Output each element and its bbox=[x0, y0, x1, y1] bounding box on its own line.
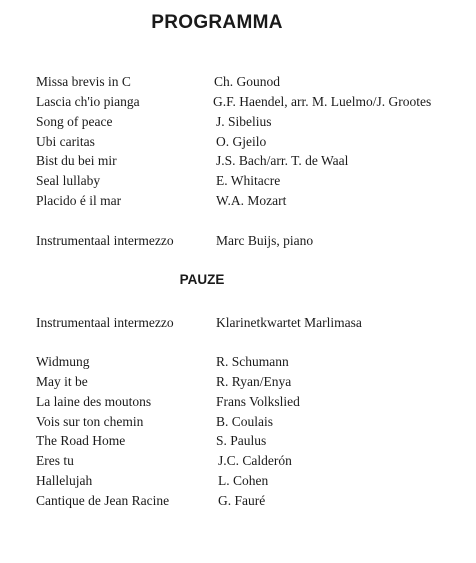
piece-title: Vois sur ton chemin bbox=[36, 414, 144, 429]
piece-title: Widmung bbox=[36, 354, 90, 369]
composer-name: G. Fauré bbox=[218, 493, 266, 508]
piece-title: May it be bbox=[36, 374, 88, 389]
page-title: PROGRAMMA bbox=[151, 12, 283, 33]
composer-name: J.S. Bach/arr. T. de Waal bbox=[216, 153, 349, 168]
composer-name: R. Schumann bbox=[216, 354, 289, 369]
composer-name: R. Ryan/Enya bbox=[216, 374, 292, 389]
composer-name: S. Paulus bbox=[216, 433, 267, 448]
piece-title: Ubi caritas bbox=[36, 134, 95, 149]
composer-name: J. Sibelius bbox=[216, 114, 272, 129]
piece-title: Bist du bei mir bbox=[36, 153, 117, 168]
composer-name: B. Coulais bbox=[216, 414, 274, 429]
piece-title: Missa brevis in C bbox=[36, 74, 131, 89]
piece-title: Cantique de Jean Racine bbox=[36, 493, 170, 508]
piece-title: Instrumentaal intermezzo bbox=[36, 233, 174, 248]
piece-title: Instrumentaal intermezzo bbox=[36, 315, 174, 330]
piece-title: Hallelujah bbox=[36, 473, 93, 488]
composer-name: G.F. Haendel, arr. M. Luelmo/J. Grootes bbox=[213, 94, 432, 109]
composer-name: E. Whitacre bbox=[216, 173, 281, 188]
composer-name: O. Gjeilo bbox=[216, 134, 267, 149]
piece-title: Eres tu bbox=[36, 453, 74, 468]
composer-name: Frans Volkslied bbox=[216, 394, 300, 409]
composer-name: J.C. Calderón bbox=[218, 453, 292, 468]
composer-name: Ch. Gounod bbox=[214, 74, 281, 89]
composer-name: L. Cohen bbox=[218, 473, 269, 488]
piece-title: Seal lullaby bbox=[36, 173, 101, 188]
performer-name: Klarinetkwartet Marlimasa bbox=[216, 315, 362, 330]
composer-name: W.A. Mozart bbox=[216, 193, 287, 208]
pause-heading: PAUZE bbox=[179, 272, 225, 287]
performer-name: Marc Buijs, piano bbox=[216, 233, 314, 248]
piece-title: La laine des moutons bbox=[36, 394, 152, 409]
piece-title: Lascia ch'io pianga bbox=[36, 94, 140, 109]
piece-title: Placido é il mar bbox=[36, 193, 122, 208]
piece-title: Song of peace bbox=[36, 114, 113, 129]
piece-title: The Road Home bbox=[36, 433, 126, 448]
